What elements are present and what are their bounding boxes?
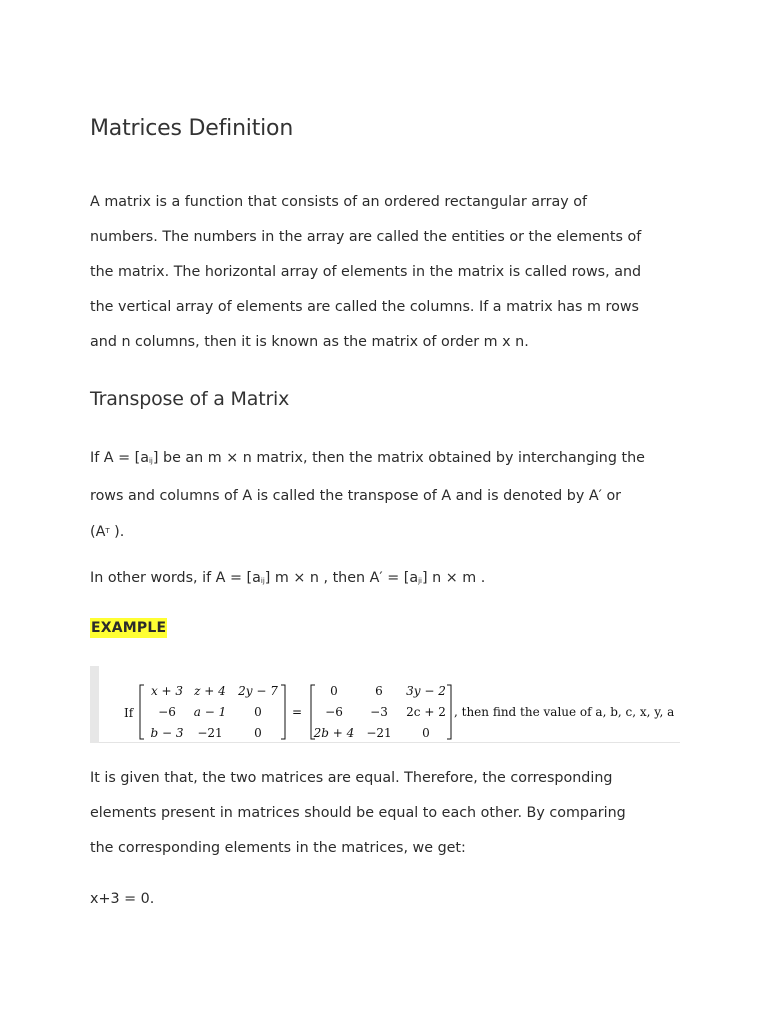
matrix-equation: [90, 666, 680, 743]
left-matrix-cell: b − 3: [150, 726, 184, 740]
definition-paragraph: [90, 185, 641, 360]
explanation-line: It is given that, the two matrices are equal. Therefore, the corresponding: [90, 770, 613, 786]
right-matrix-cell: −3: [370, 705, 388, 719]
superscript: T: [105, 527, 110, 535]
left-matrix-close-bracket: [281, 685, 285, 739]
transpose-line: [90, 514, 645, 550]
transpose-paragraph: [90, 441, 645, 550]
explanation-paragraph: [90, 761, 626, 866]
explanation-line: the corresponding elements in the matrices, we get:: [90, 840, 466, 856]
right-matrix-close-bracket: [447, 685, 451, 739]
page-title: Matrices Definition: [90, 116, 294, 141]
text-fragment: (A: [90, 524, 106, 540]
text-fragment: If A = [a: [90, 450, 149, 466]
right-matrix-cell: −6: [325, 705, 343, 719]
left-matrix-open-bracket: [140, 685, 144, 739]
first-result: [90, 882, 154, 917]
right-matrix-cell: 6: [375, 684, 383, 698]
right-matrix-cell: −21: [366, 726, 392, 740]
left-matrix-cell: 0: [254, 726, 262, 740]
definition-line: numbers. The numbers in the array are called the entities or the elements of: [90, 229, 642, 245]
other-words-line: [90, 561, 485, 599]
definition-line: and n columns, then it is known as the matrix of order m x n.: [90, 334, 529, 350]
left-matrix-cell: 0: [254, 705, 262, 719]
transpose-line: rows and columns of A is called the transpose of A and is denoted by A′ or: [90, 488, 622, 504]
definition-line: A matrix is a function that consists of an ordered rectangular array of: [90, 194, 588, 210]
explanation-line: elements present in matrices should be equal to each other. By comparing: [90, 805, 626, 821]
example-label: EXAMPLE: [91, 620, 167, 636]
example-equation-image: [90, 666, 680, 743]
definition-line: the vertical array of elements are called the columns. If a matrix has m rows: [90, 299, 639, 315]
left-matrix-cell: a − 1: [193, 705, 227, 719]
left-matrix-cell: z + 4: [194, 684, 226, 698]
section-heading-transpose: Transpose of a Matrix: [90, 388, 290, 410]
equation-if: If: [124, 706, 134, 720]
subscript: ji: [418, 577, 422, 585]
text-fragment: ] be an m × n matrix, then the matrix obtained by interchanging the: [152, 450, 645, 466]
other-words-paragraph: [90, 561, 485, 599]
result-line: x+3 = 0.: [90, 891, 155, 907]
text-fragment: ).: [109, 524, 125, 540]
subscript: ij: [260, 577, 265, 585]
text-fragment: ] m × n , then A′ = [a: [264, 570, 419, 586]
left-matrix-cell: x + 3: [150, 684, 184, 698]
left-matrix-cell: 2y − 7: [238, 684, 278, 698]
subscript: ij: [148, 457, 153, 465]
left-matrix-cell: −6: [158, 705, 176, 719]
right-matrix-cell: 2c + 2: [406, 705, 446, 719]
equation-tail: , then find the value of a, b, c, x, y, a: [454, 705, 675, 719]
equation-equals: =: [291, 705, 303, 719]
right-matrix-cell: 0: [422, 726, 430, 740]
left-matrix-cell: −21: [197, 726, 223, 740]
text-fragment: ] n × m .: [421, 570, 486, 586]
transpose-line: [90, 441, 645, 479]
definition-line: the matrix. The horizontal array of elements in the matrix is called rows, and: [90, 264, 642, 280]
right-matrix-cell: 2b + 4: [313, 726, 355, 740]
right-matrix-cell: 0: [330, 684, 338, 698]
text-fragment: In other words, if A = [a: [90, 570, 261, 586]
right-matrix-cell: 3y − 2: [406, 684, 446, 698]
